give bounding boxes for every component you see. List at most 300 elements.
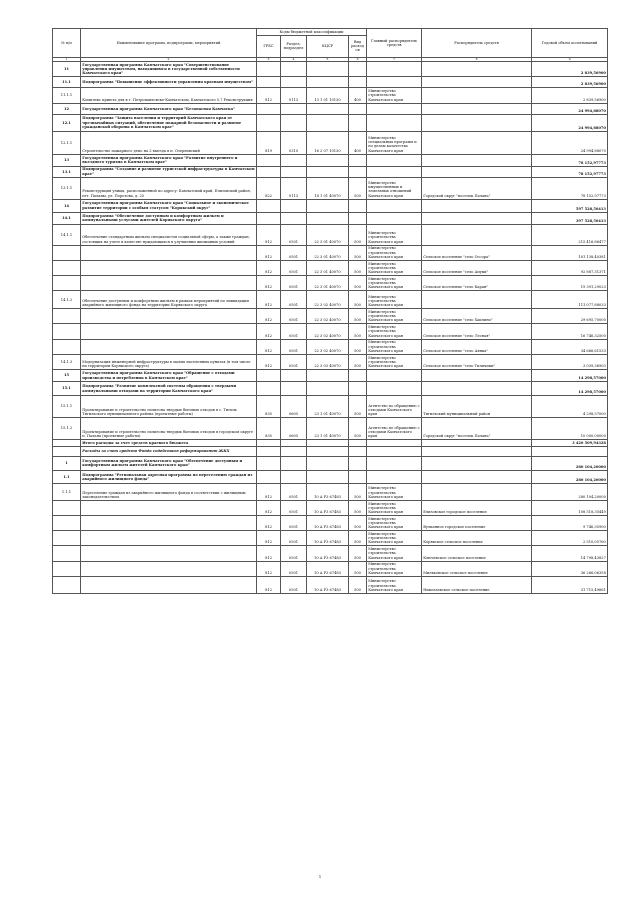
row-empty-cell	[422, 440, 532, 447]
col-main-manager-header: Главный распорядитель средств	[367, 29, 422, 58]
row-empty-cell	[281, 370, 307, 382]
row-manager	[422, 483, 532, 500]
row-sum: 36 266,06358	[532, 561, 608, 576]
row-vr: 500	[349, 276, 367, 291]
col-manager-header: Распорядитель средств	[422, 29, 532, 58]
row-number: 12.1.1	[53, 131, 81, 154]
table-row	[53, 531, 608, 546]
row-number	[53, 561, 81, 576]
row-empty-cell	[307, 77, 349, 88]
row-grbs: 822	[257, 177, 281, 199]
row-name	[81, 324, 257, 339]
row-main-manager: Министерство строительства Камчатского края	[367, 483, 422, 500]
row-main-manager: Министерство строительства Камчатского края	[367, 276, 422, 291]
col-razdel-header: Раздел, подраздел	[281, 35, 307, 57]
col-vr-header: Вид расходов	[349, 35, 367, 57]
row-name	[81, 260, 257, 275]
row-sum: 24 994,88070	[532, 103, 608, 114]
table-row	[53, 446, 608, 456]
row-main-manager: Министерство строительства Камчатского края	[367, 576, 422, 593]
row-name: Государственная программа Камчатского края "Обеспечение доступным и комфортным жильем жителей Камчатского края"	[81, 456, 257, 470]
row-grbs: 812	[257, 88, 281, 103]
row-empty-cell	[422, 370, 532, 382]
row-main-manager: Министерство строительства Камчатского края	[367, 516, 422, 531]
table-row	[53, 88, 608, 103]
col-ksr-header: КЦСР	[307, 35, 349, 57]
row-sum: 16 746,32500	[532, 324, 608, 339]
row-number	[53, 339, 81, 354]
row-sum: 24 994,88070	[532, 114, 608, 131]
row-empty-cell	[281, 456, 307, 470]
row-empty-cell	[281, 382, 307, 396]
row-number: 11.1.1	[53, 88, 81, 103]
row-vr: 500	[349, 245, 367, 260]
row-empty-cell	[281, 446, 307, 456]
row-grbs: 812	[257, 546, 281, 561]
row-razdel: 0501	[281, 546, 307, 561]
row-name: Государственная программа Камчатского края "Обращение с отходами производства и потребления в Камчатском крае"	[81, 370, 257, 382]
row-name	[81, 276, 257, 291]
row-empty-cell	[257, 212, 281, 224]
table-row	[53, 324, 608, 339]
row-vr: 500	[349, 260, 367, 275]
table-row	[53, 354, 608, 369]
row-main-manager: Министерство строительства Камчатского края	[367, 260, 422, 275]
row-ksr: 22 3 01 40070	[307, 245, 349, 260]
row-empty-cell	[422, 154, 532, 166]
row-sum: 280 104,20000	[532, 470, 608, 483]
row-manager: Сельское поселение "село Хаилино"	[422, 309, 532, 324]
row-empty-cell	[307, 199, 349, 212]
row-ksr: 23 1 01 40070	[307, 396, 349, 418]
row-empty-cell	[367, 103, 422, 114]
row-sum: 215 416,86477	[532, 224, 608, 245]
row-name: Строительство пожарного депо на 2 выезда в п. Озерновский	[81, 131, 257, 154]
row-name: Подпрограмма "Региональная адресная программа по переселению граждан из аварийного жилищного фонда"	[81, 470, 257, 483]
row-grbs: 812	[257, 291, 281, 309]
row-sum: 14 298,57000	[532, 382, 608, 396]
col-number: 9	[532, 57, 608, 61]
row-empty-cell	[257, 114, 281, 131]
row-sum: 2 839,56900	[532, 77, 608, 88]
row-grbs: 812	[257, 276, 281, 291]
row-razdel: 0501	[281, 576, 307, 593]
row-name	[81, 339, 257, 354]
row-empty-cell	[422, 212, 532, 224]
row-empty-cell	[257, 103, 281, 114]
row-ksr: 22 3 02 40070	[307, 291, 349, 309]
row-sum: 14 298,57000	[532, 370, 608, 382]
row-number: 1.1	[53, 470, 81, 483]
row-name: Проектирование и строительство полигона твердых бытовых отходов в городском округе п. Палана (проектные работы)	[81, 418, 257, 440]
table-row	[53, 440, 608, 447]
row-number: 13.1.1	[53, 177, 81, 199]
row-empty-cell	[349, 166, 367, 177]
row-razdel: 0501	[281, 561, 307, 576]
table-row	[53, 546, 608, 561]
row-sum: 280 104,20000	[532, 456, 608, 470]
row-name: Расходы за счет средств Фонда содействия реформированию ЖКХ	[81, 446, 257, 456]
row-vr: 500	[349, 483, 367, 500]
row-name: Итого расходы за счет средств краевого бюджета	[81, 440, 257, 447]
row-manager	[422, 88, 532, 103]
row-empty-cell	[257, 62, 281, 77]
row-empty-cell	[257, 77, 281, 88]
row-grbs: 812	[257, 576, 281, 593]
row-manager	[422, 131, 532, 154]
row-main-manager: Министерство строительства Камчатского края	[367, 339, 422, 354]
table-row	[53, 77, 608, 88]
row-razdel: 0501	[281, 516, 307, 531]
row-empty-cell	[307, 114, 349, 131]
row-manager: Тигильский муниципальный район	[422, 396, 532, 418]
row-empty-cell	[257, 154, 281, 166]
table-row	[53, 309, 608, 324]
row-grbs: 812	[257, 516, 281, 531]
row-ksr: 22 3 01 40070	[307, 276, 349, 291]
row-empty-cell	[349, 103, 367, 114]
row-empty-cell	[281, 114, 307, 131]
row-sum: 3 420 509,94328	[532, 440, 608, 447]
row-empty-cell	[257, 470, 281, 483]
row-empty-cell	[257, 199, 281, 212]
row-main-manager: Министерство специальных программ и по делам казачества Камчатского края	[367, 131, 422, 154]
col-codes-header: Коды бюджетной классификации	[257, 29, 367, 36]
table-row	[53, 260, 608, 275]
row-vr: 400	[349, 88, 367, 103]
row-empty-cell	[257, 456, 281, 470]
row-empty-cell	[367, 440, 422, 447]
row-grbs: 812	[257, 339, 281, 354]
row-main-manager: Агентство по обращению с отходами Камчатского края	[367, 396, 422, 418]
row-razdel: 0501	[281, 324, 307, 339]
row-sum: 92 887,31371	[532, 260, 608, 275]
row-razdel: 0501	[281, 531, 307, 546]
row-grbs: 812	[257, 245, 281, 260]
row-empty-cell	[281, 77, 307, 88]
row-number	[53, 276, 81, 291]
table-row	[53, 166, 608, 177]
row-number: 11	[53, 62, 81, 77]
row-manager: Сельское поселение "село Тиличики"	[422, 354, 532, 369]
row-sum: 597 528,50413	[532, 199, 608, 212]
row-empty-cell	[307, 456, 349, 470]
row-sum: 4 298,57000	[532, 396, 608, 418]
row-name: Переселение граждан из аварийного жилищного фонда в соответствии с жилищным законодательством	[81, 483, 257, 500]
col-number: 8	[422, 57, 532, 61]
row-empty-cell	[349, 446, 367, 456]
row-vr: 500	[349, 516, 367, 531]
row-sum: 31 715,49661	[532, 576, 608, 593]
row-empty-cell	[281, 103, 307, 114]
row-empty-cell	[281, 62, 307, 77]
row-empty-cell	[307, 62, 349, 77]
row-empty-cell	[367, 199, 422, 212]
row-empty-cell	[367, 456, 422, 470]
row-razdel: 0605	[281, 418, 307, 440]
row-razdel: 0501	[281, 224, 307, 245]
row-empty-cell	[422, 470, 532, 483]
row-empty-cell	[307, 446, 349, 456]
col-number: 6	[349, 57, 367, 61]
row-name: Подпрограмма "Создание и развитие туристской инфраструктуры в Камчатском крае"	[82, 167, 255, 176]
row-name: Государственная программа Камчатского края "Совершенствование управления имуществом, находящимся в государственной собственности Камчатского края"	[81, 62, 257, 77]
row-empty-cell	[349, 62, 367, 77]
row-razdel: 0605	[281, 396, 307, 418]
row-grbs: 835	[257, 396, 281, 418]
row-number	[53, 446, 81, 456]
row-empty-cell	[367, 166, 422, 177]
table-row	[53, 154, 608, 166]
row-number: 15.1.1	[53, 396, 81, 418]
row-sum: 19 391,29023	[532, 276, 608, 291]
col-number: 3	[257, 57, 281, 61]
table-row	[53, 483, 608, 500]
row-name	[81, 309, 257, 324]
row-number	[53, 245, 81, 260]
row-ksr: 22 3 03 40070	[307, 354, 349, 369]
row-vr: 500	[349, 309, 367, 324]
table-row	[53, 224, 608, 245]
row-empty-cell	[349, 212, 367, 224]
row-name: Государственная программа Камчатского края "Развитие внутреннего и въездного туризма в Камчатском крае"	[81, 154, 257, 166]
row-empty-cell	[422, 77, 532, 88]
row-number: 1	[53, 456, 81, 470]
row-name: Обеспечение доступным и комфортным жильем в рамках мероприятий по ликвидации аварийного жилищного фонда на территории Корякского округа	[81, 291, 257, 309]
row-sum: 2 510,05760	[532, 531, 608, 546]
row-ksr: 10 А F3 67483	[307, 561, 349, 576]
row-manager: Сельское поселение "село Апуки"	[422, 260, 532, 275]
row-sum: 111 077,88033	[532, 291, 608, 309]
row-name: Реконструкция улицы, расположенной по адресу: Камчатский край, Елизовский район, пгт. Паланы, ул. Поротова, д. 25	[81, 177, 257, 199]
row-empty-cell	[367, 212, 422, 224]
row-empty-cell	[367, 77, 422, 88]
row-grbs: 812	[257, 500, 281, 515]
row-razdel: 0501	[281, 500, 307, 515]
row-number	[53, 500, 81, 515]
row-empty-cell	[281, 199, 307, 212]
row-number: 14.1.1	[53, 224, 81, 245]
row-ksr: 10 А F3 67483	[307, 546, 349, 561]
row-sum: 78 152,97773	[532, 166, 608, 177]
row-number: 15.1.2	[53, 418, 81, 440]
row-empty-cell	[367, 446, 422, 456]
row-empty-cell	[257, 166, 281, 177]
row-empty-cell	[422, 166, 532, 177]
row-name: Обеспечение стандартным жильем специалистов социальной сферы, а также граждан, состоящих на учете в качестве нуждающихся в улучшении жилищных условий	[81, 224, 257, 245]
row-manager: Сельское поселение "село Лесная"	[422, 324, 532, 339]
row-number: 15	[53, 370, 81, 382]
row-number: 11.1	[53, 77, 81, 88]
row-empty-cell	[349, 382, 367, 396]
document-page	[52, 28, 607, 594]
row-vr: 500	[349, 177, 367, 199]
row-vr: 500	[349, 324, 367, 339]
row-empty-cell	[349, 77, 367, 88]
row-vr: 500	[349, 291, 367, 309]
row-empty-cell	[367, 382, 422, 396]
row-name: Подпрограмма "Повышение эффективности управления краевым имуществом"	[81, 77, 257, 88]
col-num-header: № п/п	[53, 29, 81, 58]
table-row	[53, 177, 608, 199]
row-sum: 9 746,35900	[532, 516, 608, 531]
row-number	[53, 531, 81, 546]
row-vr: 500	[349, 418, 367, 440]
row-empty-cell	[422, 199, 532, 212]
row-manager: Мильковское сельское поселение	[422, 561, 532, 576]
row-main-manager: Министерство строительства Камчатского края	[367, 88, 422, 103]
row-empty-cell	[281, 440, 307, 447]
row-name: Проектирование и строительство полигона твердых бытовых отходов в с. Тигиль Тигильского муниципального района (проектные работы)	[81, 396, 257, 418]
table-row	[53, 396, 608, 418]
row-number: 14.1	[53, 212, 81, 224]
table-row	[53, 456, 608, 470]
row-grbs: 812	[257, 531, 281, 546]
row-main-manager: Агентство по обращению с отходами Камчатского края	[367, 418, 422, 440]
row-vr: 500	[349, 396, 367, 418]
row-main-manager: Министерство строительства Камчатского края	[367, 309, 422, 324]
row-empty-cell	[367, 370, 422, 382]
table-row	[53, 339, 608, 354]
table-row	[53, 291, 608, 309]
row-empty-cell	[367, 62, 422, 77]
row-number	[53, 546, 81, 561]
row-main-manager: Министерство строительства Камчатского края	[367, 291, 422, 309]
row-ksr: 23 1 01 40070	[307, 418, 349, 440]
table-row	[53, 370, 608, 382]
row-empty-cell	[307, 154, 349, 166]
row-empty-cell	[307, 370, 349, 382]
table-row	[53, 516, 608, 531]
row-sum: 24 994,88070	[532, 131, 608, 154]
row-ksr: 10 А F3 67483	[307, 516, 349, 531]
row-empty-cell	[307, 212, 349, 224]
row-empty-cell	[367, 154, 422, 166]
row-manager: Николаевское сельское поселение	[422, 576, 532, 593]
row-razdel: 0501	[281, 339, 307, 354]
row-empty-cell	[349, 154, 367, 166]
row-ksr: 10 А F3 67483	[307, 531, 349, 546]
row-ksr: 22 3 01 40070	[307, 260, 349, 275]
row-sum: 78 152,97773	[532, 177, 608, 199]
row-number: 12	[53, 103, 81, 114]
row-empty-cell	[257, 370, 281, 382]
row-number	[53, 309, 81, 324]
table-row	[53, 500, 608, 515]
row-vr: 500	[349, 576, 367, 593]
row-manager: Корякское сельское поселение	[422, 531, 532, 546]
budget-table	[52, 28, 608, 594]
row-manager: Ключевское сельское поселение	[422, 546, 532, 561]
row-main-manager: Министерство строительства Камчатского края	[367, 531, 422, 546]
row-sum: 78 152,97773	[532, 154, 608, 166]
row-vr: 500	[349, 339, 367, 354]
row-ksr: 22 3 02 40070	[307, 324, 349, 339]
row-sum: 108 518,35449	[532, 500, 608, 515]
row-ksr: 22 3 01 40070	[307, 224, 349, 245]
row-empty-cell	[422, 456, 532, 470]
row-vr: 500	[349, 354, 367, 369]
row-sum: 2 839,56900	[532, 88, 608, 103]
table-row	[53, 62, 608, 77]
row-number: 14.1.2	[53, 291, 81, 309]
col-grbs-header: ГРБС	[257, 35, 281, 57]
row-name: Государственная программа Камчатского края "Социальное и экономическое развитие территории с особым статусом "Корякский округ"	[81, 199, 257, 212]
table-row	[53, 418, 608, 440]
row-number	[53, 324, 81, 339]
row-empty-cell	[307, 470, 349, 483]
row-number	[53, 260, 81, 275]
row-number: 14	[53, 199, 81, 212]
row-razdel: 0310	[281, 131, 307, 154]
row-ksr: 18 1 01 40070	[307, 177, 349, 199]
row-vr: 400	[349, 131, 367, 154]
table-row	[53, 576, 608, 593]
row-empty-cell	[349, 470, 367, 483]
row-name: Модернизация инженерной инфраструктуры в малых населенных пунктах (в том числе на территории Корякского округа)	[81, 354, 257, 369]
row-name: Подпрограмма "Развитие комплексной системы обращения с твердыми коммунальными отходами на территории Камчатского края"	[81, 382, 257, 396]
row-empty-cell	[257, 440, 281, 447]
row-main-manager: Министерство строительства Камчатского края	[367, 500, 422, 515]
row-razdel: 0501	[281, 354, 307, 369]
row-number	[53, 516, 81, 531]
row-empty-cell	[257, 446, 281, 456]
row-empty-cell	[281, 470, 307, 483]
row-manager: Елизовское городское поселение	[422, 500, 532, 515]
row-number: 1.1.1	[53, 483, 81, 500]
row-name	[81, 546, 257, 561]
row-ksr: 10 А F3 67483	[307, 483, 349, 500]
row-name	[81, 245, 257, 260]
row-manager: Городской округ "поселок Палана"	[422, 177, 532, 199]
row-number	[53, 440, 81, 447]
table-row	[53, 245, 608, 260]
row-empty-cell	[367, 114, 422, 131]
row-manager: Сельское поселение "село Каран"	[422, 276, 532, 291]
row-ksr: 10 А F3 67483	[307, 576, 349, 593]
col-number: 1	[53, 57, 81, 61]
col-number: 2	[81, 57, 257, 61]
row-ksr: 13 1 01 10130	[307, 88, 349, 103]
row-grbs: 812	[257, 324, 281, 339]
row-main-manager: Министерство строительства Камчатского края	[367, 224, 422, 245]
row-name	[81, 561, 257, 576]
row-number: 13.1	[53, 166, 81, 177]
row-main-manager: Министерство строительства Камчатского края	[367, 245, 422, 260]
row-empty-cell	[281, 154, 307, 166]
row-name: Подпрограмма "Защита населения и территорий Камчатского края от чрезвычайных ситуаций, обеспечение пожарной безопасности и развитие гражданской обороны в Камчатском крае"	[81, 114, 257, 131]
row-manager	[422, 224, 532, 245]
row-razdel: 0501	[281, 483, 307, 500]
row-razdel: 0501	[281, 276, 307, 291]
row-number: 14.1.3	[53, 354, 81, 369]
table-row	[53, 382, 608, 396]
row-main-manager: Министерство строительства Камчатского края	[367, 324, 422, 339]
row-main-manager: Министерство строительства Камчатского края	[367, 546, 422, 561]
col-number: 4	[281, 57, 307, 61]
table-row	[53, 561, 608, 576]
row-name	[81, 531, 257, 546]
row-sum: 34 666,61533	[532, 339, 608, 354]
row-empty-cell	[307, 103, 349, 114]
row-vr: 500	[349, 546, 367, 561]
row-name: Государственная программа Камчатского края "Безопасная Камчатка"	[81, 103, 257, 114]
table-row	[53, 212, 608, 224]
row-main-manager: Министерство строительства Камчатского края	[367, 561, 422, 576]
row-empty-cell	[422, 446, 532, 456]
row-sum: 2 839,56900	[532, 62, 608, 77]
row-grbs: 812	[257, 309, 281, 324]
